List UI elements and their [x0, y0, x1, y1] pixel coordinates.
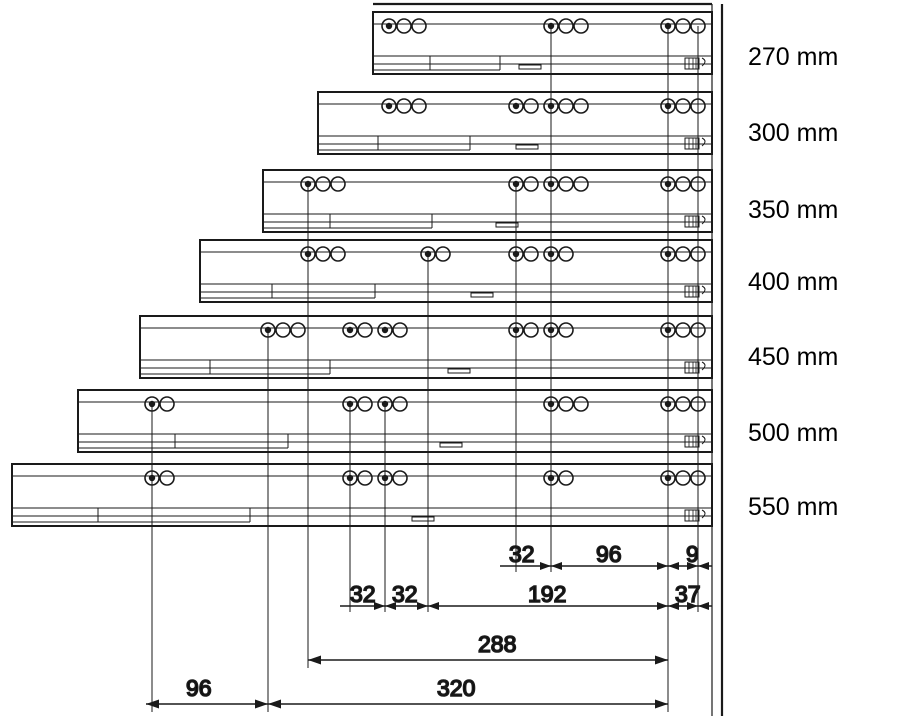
- dim-32-c: 32: [392, 581, 418, 607]
- length-label-550: 550 mm: [748, 493, 839, 521]
- length-label-400: 400 mm: [748, 268, 839, 296]
- length-label-300: 300 mm: [748, 119, 839, 147]
- dim-32-a: 32: [509, 541, 535, 567]
- dim-288: 288: [478, 631, 517, 657]
- length-label-450: 450 mm: [748, 343, 839, 371]
- projection-lines: [152, 26, 698, 712]
- runner-350: [263, 170, 712, 232]
- length-label-500: 500 mm: [748, 419, 839, 447]
- dimension-lines: [146, 562, 712, 709]
- length-label-270: 270 mm: [748, 43, 839, 71]
- dim-192: 192: [528, 581, 567, 607]
- runner-550: [12, 464, 712, 526]
- dim-37: 37: [675, 581, 701, 607]
- runner-450: [140, 316, 712, 378]
- dim-9: 9: [686, 541, 699, 567]
- runner-300: [318, 92, 712, 154]
- runner-400: [200, 240, 712, 302]
- runner-500: [78, 390, 712, 452]
- dim-96-b: 96: [186, 675, 212, 701]
- runner-270: [373, 12, 712, 74]
- dim-32-b: 32: [350, 581, 376, 607]
- dim-96-a: 96: [596, 541, 622, 567]
- dim-320: 320: [437, 675, 476, 701]
- length-label-350: 350 mm: [748, 196, 839, 224]
